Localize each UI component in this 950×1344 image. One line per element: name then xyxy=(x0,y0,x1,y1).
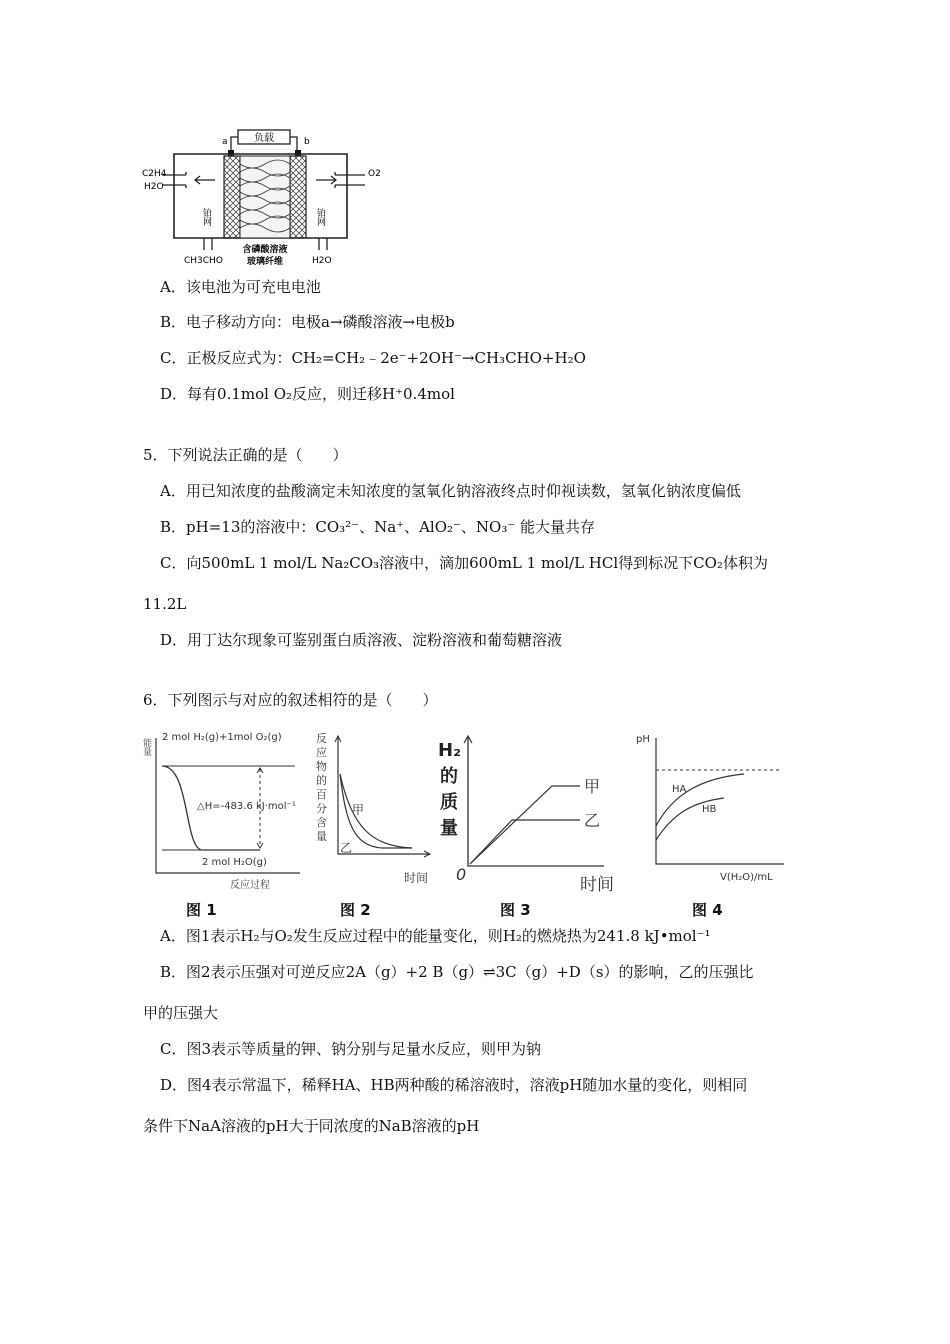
fig4-label-ha: HA xyxy=(672,784,687,795)
fig2-caption: 图 2 xyxy=(340,901,371,919)
fig3-label-yi: 乙 xyxy=(584,811,601,830)
fig1-dh-label: △H=-483.6 kJ·mol⁻¹ xyxy=(197,801,296,812)
q5-option-c-cont: 11.2L xyxy=(143,595,187,613)
fig2-label-jia: 甲 xyxy=(352,803,365,817)
right-electrode xyxy=(290,156,306,238)
fig3-caption: 图 3 xyxy=(500,901,531,919)
q6-option-d: D．图4表示常温下，稀释HA、HB两种酸的稀溶液时，溶液pH随加水量的变化，则相同 xyxy=(160,1076,748,1094)
fig3-ylabel-2: 质 xyxy=(440,792,458,813)
fig2-ylabel-2: 物 xyxy=(316,760,327,773)
fuel-cell-diagram xyxy=(140,128,390,268)
fig3-line-yi xyxy=(470,820,580,864)
fig3-line-jia xyxy=(470,786,580,864)
fig2-ylabel-7: 量 xyxy=(316,830,327,843)
q4-option-b: B．电子移动方向：电极a→磷酸溶液→电极b xyxy=(160,313,455,331)
middle-label-1: 含磷酸溶液 xyxy=(242,245,288,255)
middle-label-2: 玻璃纤维 xyxy=(246,257,284,267)
load-label: 负载 xyxy=(254,133,274,144)
fig2-curve-jia xyxy=(340,774,412,848)
fig1-ylabel: 能量 xyxy=(141,738,151,756)
fig1-top-label: 2 mol H₂(g)+1mol O₂(g) xyxy=(162,732,282,743)
fig2-ylabel-1: 应 xyxy=(316,746,327,759)
fig3-xlabel: 时间 xyxy=(580,875,614,895)
q5-option-a: A．用已知浓度的盐酸滴定未知浓度的氢氧化钠溶液终点时仰视读数，氢氧化钠浓度偏低 xyxy=(160,482,741,500)
fig3-origin: 0 xyxy=(456,865,467,884)
fig3-ylabel-1: 的 xyxy=(440,766,458,787)
inlet-left-h2o: H2O xyxy=(144,182,164,192)
mesh-right-label: 铂网 xyxy=(315,208,325,226)
fig1-caption: 图 1 xyxy=(186,901,217,919)
q6-option-a: A．图1表示H₂与O₂发生反应过程中的能量变化，则H₂的燃烧热为241.8 kJ•mol⁻¹ xyxy=(160,927,711,945)
q4-option-a: A．该电池为可充电电池 xyxy=(160,278,321,296)
fig1-xlabel: 反应过程 xyxy=(230,880,270,891)
outlet-right-h2o: H2O xyxy=(312,256,332,266)
fig2-ylabel-5: 分 xyxy=(316,802,327,815)
q5-stem: 5．下列说法正确的是（ ） xyxy=(143,446,348,464)
electrode-b-label: b xyxy=(304,137,310,147)
inlet-left-c2h4: C2H4 xyxy=(142,169,167,179)
fig4-curve-ha xyxy=(656,774,744,826)
q6-option-b-cont: 甲的压强大 xyxy=(143,1004,219,1022)
q5-option-c: C．向500mL 1 mol/L Na₂CO₃溶液中，滴加600mL 1 mol/L HCl得到标况下CO₂体积为 xyxy=(160,554,768,572)
inlet-right-o2: O2 xyxy=(368,169,381,179)
fig2-ylabel-3: 的 xyxy=(316,774,327,787)
figure-1 xyxy=(140,728,310,898)
q6-option-d-cont: 条件下NaA溶液的pH大于同浓度的NaB溶液的pH xyxy=(143,1117,480,1135)
q6-option-b: B．图2表示压强对可逆反应2A（g）+2 B（g）⇌3C（g）+D（s）的影响，乙的压强比 xyxy=(160,963,754,981)
q6-stem: 6．下列图示与对应的叙述相符的是（ ） xyxy=(143,691,438,709)
fig1-bottom-label: 2 mol H₂O(g) xyxy=(202,857,267,868)
left-electrode xyxy=(224,156,240,238)
electrode-a-label: a xyxy=(222,137,228,147)
fig2-ylabel-4: 百 xyxy=(316,788,327,801)
q5-option-b: B．pH=13的溶液中：CO₃²⁻、Na⁺、AlO₂⁻、NO₃⁻ 能大量共存 xyxy=(160,518,596,536)
mesh-left-label: 铂网 xyxy=(201,208,211,226)
fig4-xlabel: V(H₂O)/mL xyxy=(720,872,773,883)
q6-option-c: C．图3表示等质量的钾、钠分别与足量水反应，则甲为钠 xyxy=(160,1040,542,1058)
q4-option-d: D．每有0.1mol O₂反应，则迁移H⁺0.4mol xyxy=(160,385,455,403)
fig3-ylabel-0: H₂ xyxy=(438,740,461,761)
fig2-ylabel-0: 反 xyxy=(316,732,327,745)
fig2-xlabel: 时间 xyxy=(404,871,429,885)
outlet-left-ch3cho: CH3CHO xyxy=(184,256,223,266)
fig2-label-yi: 乙 xyxy=(340,841,353,855)
figure-4 xyxy=(634,728,794,888)
fig4-label-hb: HB xyxy=(702,804,717,815)
fig3-label-jia: 甲 xyxy=(584,777,601,796)
figure-3 xyxy=(434,728,614,896)
fig2-ylabel-6: 含 xyxy=(316,816,327,829)
q4-option-c: C．正极反应式为：CH₂=CH₂﹣2e⁻+2OH⁻→CH₃CHO+H₂O xyxy=(160,349,586,367)
figure-2 xyxy=(312,728,442,890)
fig4-caption: 图 4 xyxy=(692,901,723,919)
fig4-ylabel: pH xyxy=(636,734,650,745)
q5-option-d: D．用丁达尔现象可鉴别蛋白质溶液、淀粉溶液和葡萄糖溶液 xyxy=(160,631,563,649)
fig3-ylabel-3: 量 xyxy=(440,818,458,839)
